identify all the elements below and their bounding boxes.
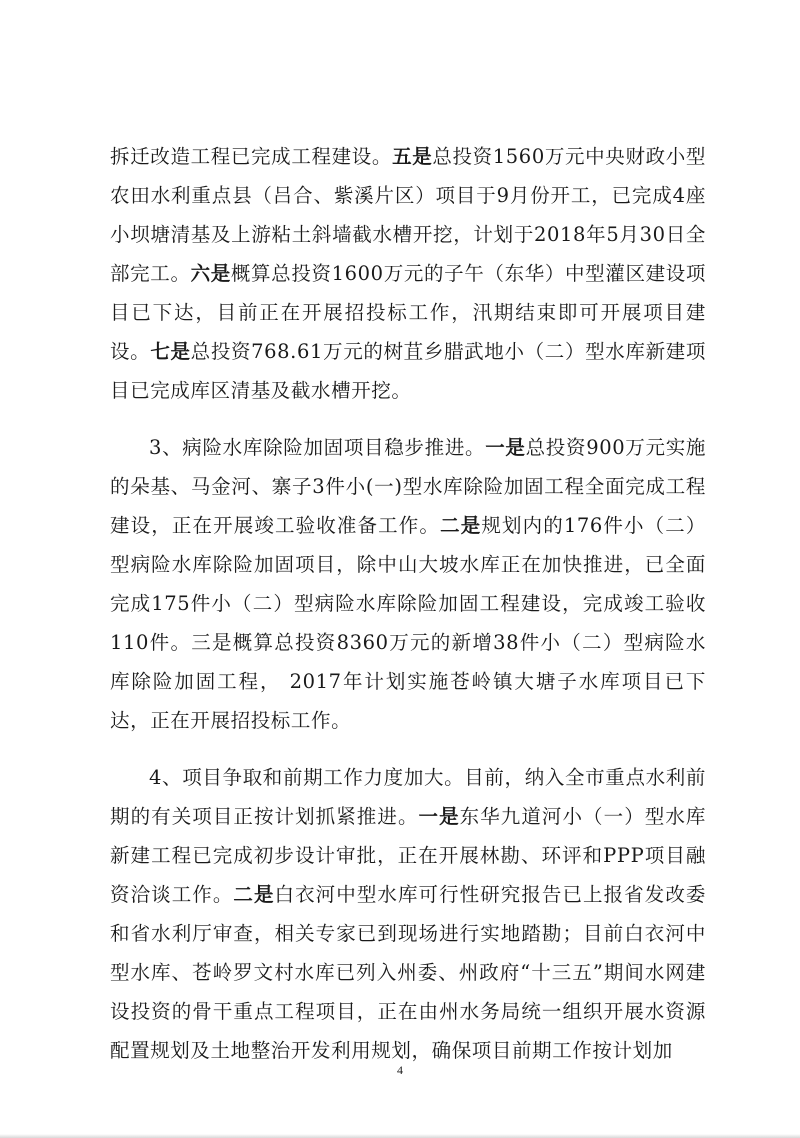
page-number: 4 xyxy=(397,1063,403,1077)
bold-marker: 七是 xyxy=(150,340,191,363)
text-segment: 规划内的176件小（二）型病险水库除险加固项目，除中山大坡水库正在加快推进，已全面完成175件小（二）型病险水库除险加固工程建设，完成竣工验收110件。三是概算总投资8360万元的新增38件小（二）型病险水库除险加固工程， 2017年计划实施苍岭镇大塘子水库项目已下达，正在开展招投标工作。 xyxy=(110,514,707,732)
bold-marker: 二是 xyxy=(233,883,275,906)
text-segment: 总投资1560万元中央财政小型农田水利重点县（吕合、紫溪片区）项目于9月份开工，已完成4座小坝塘清基及上游粘土斜墙截水槽开挖，计划于2018年5月30日全部完工。 xyxy=(110,145,706,285)
text-segment: 东华九道河小（一）型水库新建工程已完成初步设计审批，正在开展林勘、环评和PPP项目融资洽谈工作。 xyxy=(110,805,706,906)
paragraph-reservoir-reinforcement xyxy=(110,428,706,740)
bold-marker: 二是 xyxy=(440,514,482,537)
paragraph-project-preparation xyxy=(110,758,706,1070)
bold-marker: 一是 xyxy=(418,805,460,828)
bold-marker: 六是 xyxy=(190,262,231,285)
text-segment: 拆迁改造工程已完成工程建设。 xyxy=(110,145,393,168)
paragraph-spacer xyxy=(110,740,706,758)
bold-marker: 五是 xyxy=(392,145,433,168)
text-segment: 白衣河中型水库可行性研究报告已上报省发改委和省水利厅审查，相关专家已到现场进行实地踏勘；目前白衣河中型水库、苍岭罗文村水库已列入州委、州政府“十三五”期间水网建设投资的骨干重点工程项目，正在由州水务局统一组织开展水资源配置规划及土地整治开发利用规划，确保项目前期工作按计划加 xyxy=(110,883,706,1062)
text-segment: 总投资900万元实施的朵基、马金河、寨子3件小(一)型水库除险加固工程全面完成工程建设，正在开展竣工验收准备工作。 xyxy=(110,436,706,537)
body-text xyxy=(110,137,706,1070)
text-segment: 总投资768.61万元的树苴乡腊武地小（二）型水库新建项目已完成库区清基及截水槽开挖。 xyxy=(110,340,707,402)
scan-bottom-edge xyxy=(0,1134,800,1138)
text-segment: 3、病险水库除险加固项目稳步推进。 xyxy=(149,436,486,459)
text-segment: 4、项目争取和前期工作力度加大。目前，纳入全市重点水利前期的有关项目正按计划抓紧推进。 xyxy=(110,766,706,828)
bold-marker: 一是 xyxy=(485,436,526,459)
paragraph-spacer xyxy=(110,410,706,428)
text-segment: 概算总投资1600万元的子午（东华）中型灌区建设项目已下达，目前正在开展招投标工作，汛期结束即可开展项目建设。 xyxy=(110,262,706,363)
paragraph-dam-projects xyxy=(110,137,706,410)
